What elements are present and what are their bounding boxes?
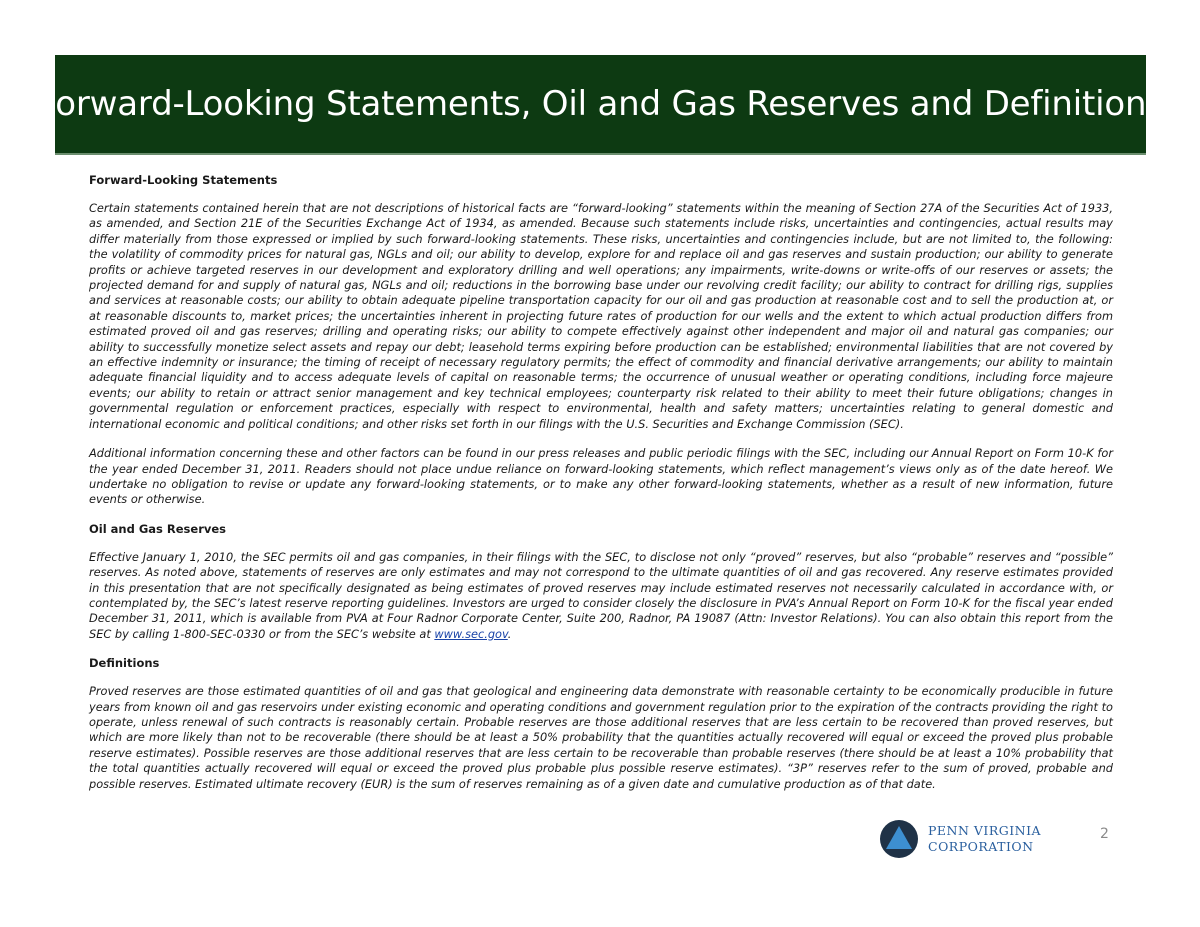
- logo-line-2: CORPORATION: [928, 839, 1034, 854]
- forward-looking-paragraph-1: Certain statements contained herein that are not descriptions of historical facts are “forward-looking” statements within the meaning of Section 27A of the Securities Act of 1933, as amended, and Section 21E of the Securities Exchange Act of 1934, as amended. Because such statements include risks, uncertainties and contingencies, actual results may differ materially from those expressed or implied by such forward-looking statements. These risks, uncertainties and contingencies include, but are not limited to, the following: the volatility of commodity prices for natural gas, NGLs and oil; our ability to develop, explore for and replace oil and gas reserves and sustain production; our ability to generate profits or achieve targeted reserves in our development and exploratory drilling and well operations; any impairments, write-downs or write-offs of our reserves or assets; the projected demand for and supply of natural gas, NGLs and oil; reductions in the borrowing base under our revolving credit facility; our ability to contract for drilling rigs, supplies and services at reasonable costs; our ability to obtain adequate pipeline transportation capacity for our oil and gas production at reasonable cost and to sell the production at, or at reasonable discounts to, market prices; the uncertainties inherent in projecting future rates of production for our wells and the extent to which actual production differs from estimated proved oil and gas reserves; drilling and operating risks; our ability to compete effectively against other independent and major oil and natural gas companies; our ability to successfully monetize select assets and repay our debt; leasehold terms expiring before production can be established; environmental liabilities that are not covered by an effective indemnity or insurance; the timing of receipt of necessary regulatory permits; the effect of commodity and financial derivative arrangements; our ability to maintain adequate financial liquidity and to access adequate levels of capital on reasonable terms; the occurrence of unusual weather or operating conditions, including force majeure events; our ability to retain or attract senior management and key technical employees; counterparty risk related to their ability to meet their future obligations; changes in governmental regulation or enforcement practices, especially with respect to environmental, health and safety matters; uncertainties relating to general domestic and international economic and political conditions; and other risks set forth in our filings with the U.S. Securities and Exchange Commission (SEC).: [89, 201, 1113, 431]
- company-logo: [880, 818, 1050, 860]
- forward-looking-paragraph-2: Additional information concerning these and other factors can be found in our press releases and public periodic filings with the SEC, including our Annual Report on Form 10-K for the year ended December 31, 2011. Readers should not place undue reliance on forward-looking statements, which reflect management’s views only as of the date hereof. We undertake no obligation to revise or update any forward-looking statements, or to make any other forward-looking statements, whether as a result of new information, future events or otherwise.: [89, 446, 1113, 507]
- logo-line-1: PENN VIRGINIA: [928, 823, 1042, 838]
- logo-text: [928, 823, 1041, 855]
- section-heading-reserves: Oil and Gas Reserves: [89, 521, 227, 536]
- content: [89, 173, 1113, 806]
- reserves-paragraph: [89, 550, 1113, 642]
- reserves-paragraph-end: .: [507, 626, 512, 641]
- definitions-paragraph: Proved reserves are those estimated quantities of oil and gas that geological and engineering data demonstrate with reasonable certainty to be economically producible in future years from known oil and gas reservoirs under existing economic and operating conditions and government regulation prior to the expiration of the contracts providing the right to operate, unless renewal of such contracts is reasonably certain. Probable reserves are those additional reserves that are less certain to be recovered than proved reserves, but which are more likely than not to be recoverable (there should be at least a 50% probability that the quantities actually recovered will equal or exceed the proved plus probable reserve estimates). Possible reserves are those additional reserves that are less certain to be recoverable than probable reserves (there should be at least a 10% probability that the total quantities actually recovered will equal or exceed the proved plus probable plus possible reserve estimates). “3P” reserves refer to the sum of proved, probable and possible reserves. Estimated ultimate recovery (EUR) is the sum of reserves remaining as of a given date and cumulative production as of that date.: [89, 684, 1113, 791]
- page-title: Forward-Looking Statements, Oil and Gas Reserves and Definitions: [37, 84, 1164, 124]
- section-heading-definitions: Definitions: [89, 656, 160, 671]
- sec-website-link[interactable]: www.sec.gov: [434, 626, 508, 641]
- reserves-paragraph-text: Effective January 1, 2010, the SEC permits oil and gas companies, in their filings with the SEC, to disclose not only “proved” reserves, but also “probable” reserves and “possible” reserves. As noted above, statements of reserves are only estimates and may not correspond to the ultimate quantities of oil and gas recovered. Any reserve estimates provided in this presentation that are not specifically designated as being estimates of proved reserves may include estimated reserves not necessarily calculated in accordance with, or contemplated by, the SEC’s latest reserve reporting guidelines. Investors are urged to consider closely the disclosure in PVA’s Annual Report on Form 10-K for the fiscal year ended December 31, 2011, which is available from PVA at Four Radnor Corporate Center, Suite 200, Radnor, PA 19087 (Attn: Investor Relations). You can also obtain this report from the SEC by calling 1-800-SEC-0330 or from the SEC’s website at: [89, 549, 1113, 641]
- title-bar: [37, 55, 1164, 155]
- page-number: 2: [1100, 826, 1109, 842]
- section-heading-forward-looking: Forward-Looking Statements: [89, 173, 278, 187]
- triangle-in-circle-icon: [880, 820, 918, 858]
